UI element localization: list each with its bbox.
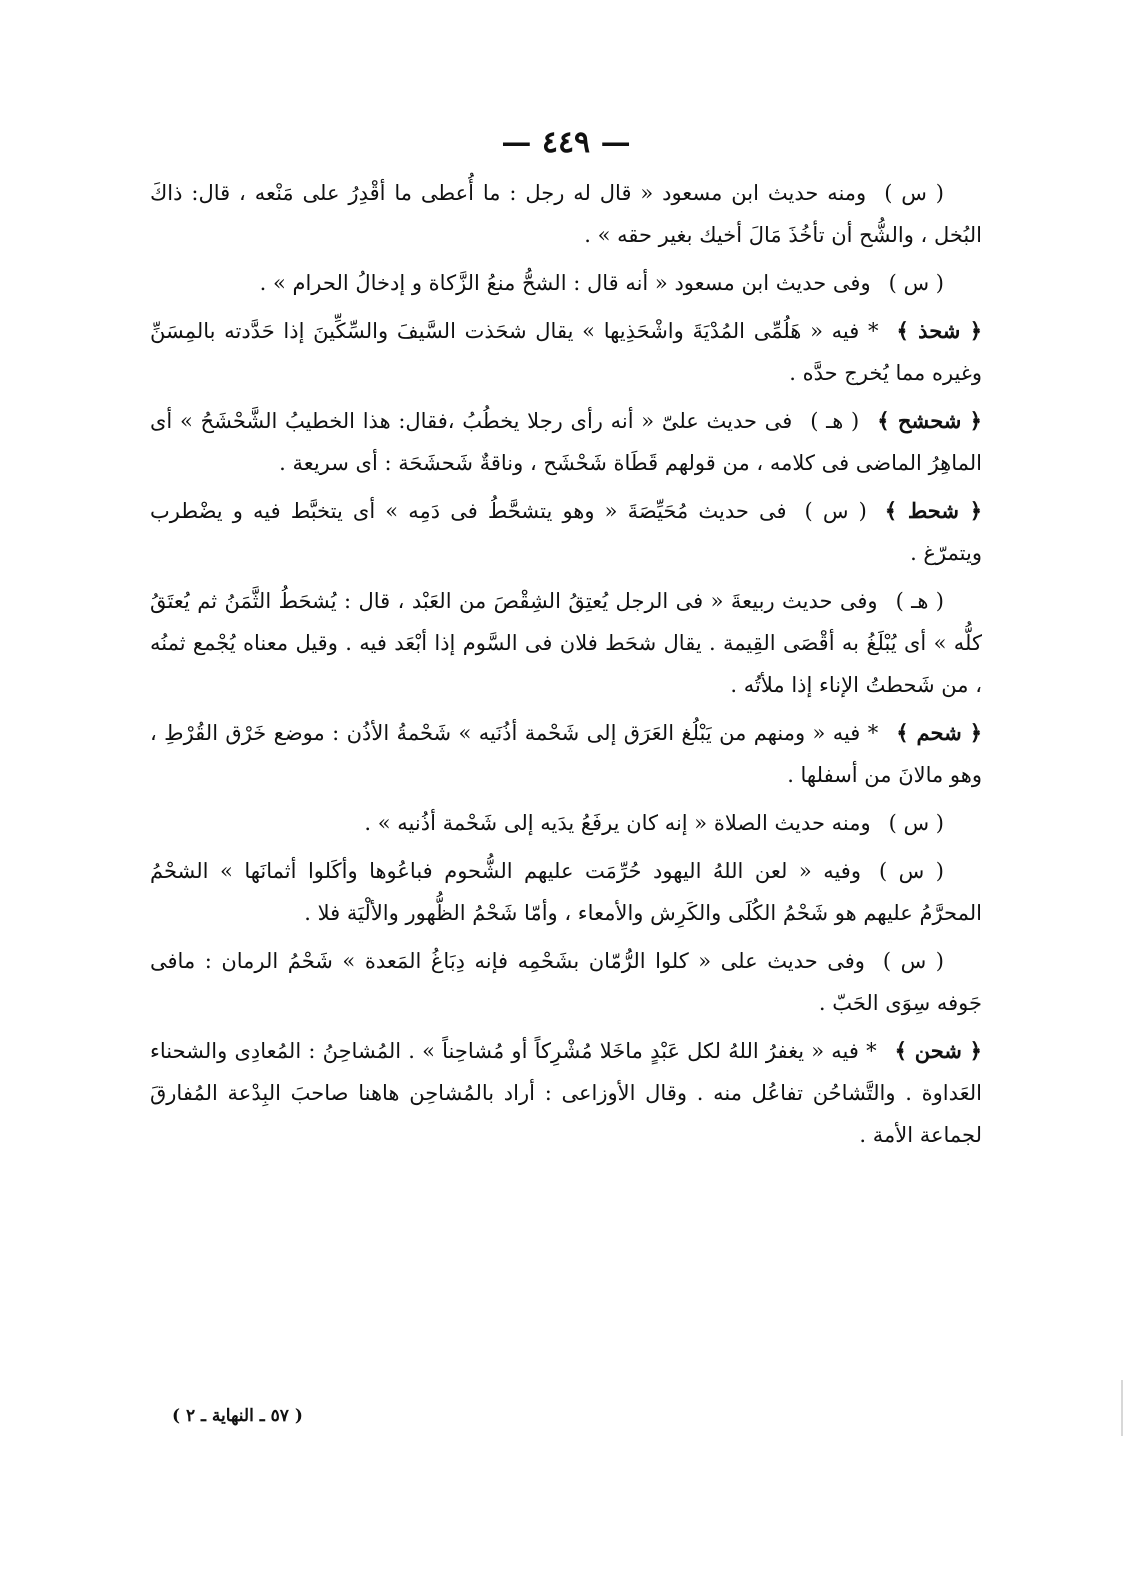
entry-10 bbox=[150, 940, 982, 1024]
entry-2 bbox=[150, 262, 982, 304]
entry-8 bbox=[150, 802, 982, 844]
entry-7-headword: ﴿ شحم ﴾ bbox=[896, 720, 983, 745]
entry-11-text: * فيه « يغفرُ اللهُ لكل عَبْدٍ ماخَلا مُشْرِكاً أو مُشاحِناً » . المُشاحِنُ : المُعادِى والشحناء العَداوة . والتَّشاحُن تفاعُل منه . وقال الأوزاعى : أراد بالمُشاحِن هاهنا صاحبَ البِدْعة المُفارقَ لجماعة الأمة . bbox=[150, 1039, 982, 1147]
entry-8-marker: ( س ) bbox=[888, 811, 944, 835]
entry-9-marker: ( س ) bbox=[878, 859, 944, 883]
entry-1-text: ومنه حديث ابن مسعود « قال له رجل : ما أُعطى ما أقْدِرُ على مَنْعه ، قال: ذاكَ البُخل ، والشُّح أن تأخُذَ مَالَ أخيك بغير حقه » . bbox=[150, 181, 982, 247]
entry-4 bbox=[150, 400, 982, 484]
page-number: — ٤٤٩ — bbox=[501, 125, 631, 160]
entry-7 bbox=[150, 712, 982, 796]
entry-6 bbox=[150, 580, 982, 706]
entry-3-text: * فيه « هَلُمِّى المُدْيَةَ واشْحَذِيها » يقال شحَذت السَّيفَ والسِّكِّينَ إذا حَدَّدته بالمِسَنِّ وغيره مما يُخرج حدَّه . bbox=[150, 319, 982, 385]
entry-9-text: وفيه « لعن اللهُ اليهود حُرِّمَت عليهم الشُّحوم فباعُوها وأكَلوا أثمانَها » الشحْمُ المحرَّمُ عليهم هو شَحْمُ الكُلَى والكَرِش والأمعاء ، وأمّا شَحْمُ الظُّهور والألْيَة فلا . bbox=[150, 859, 982, 925]
entry-5 bbox=[150, 490, 982, 574]
entry-5-headword: ﴿ شحط ﴾ bbox=[884, 498, 982, 523]
entry-4-text: فى حديث علىّ « أنه رأى رجلا يخطُبُ ،فقال: هذا الخطيبُ الشَّحْشَحُ » أى الماهِرُ الماضى فى كلامه ، من قولهم قَطَاة شَحْشَح ، وناقةٌ شَحشَحَة : أى سريعة . bbox=[150, 409, 982, 475]
entry-1 bbox=[150, 172, 982, 256]
entry-5-text: فى حديث مُحَيِّصَةَ « وهو يتشحَّطُ فى دَمِه » أى يتخبَّط فيه و يضْطرب ويتمرّغ . bbox=[150, 499, 982, 565]
entry-2-marker: ( س ) bbox=[888, 271, 944, 295]
entry-3 bbox=[150, 310, 982, 394]
entry-10-text: وفى حديث على « كلوا الرُّمّان بشَحْمِه فإنه دِبَاغُ المَعدة » شَحْمُ الرمان : مافى جَوفه سِوَى الحَبّ . bbox=[150, 949, 982, 1015]
entry-7-text: * فيه « ومنهم من يَبْلُغ العَرَق إلى شَحْمة أذُنَيه » شَحْمةُ الأذُن : موضع خَرْق القُرْطِ ، وهو مالانَ من أسفلها . bbox=[150, 721, 982, 787]
entry-11-headword: ﴿ شحن ﴾ bbox=[894, 1038, 982, 1063]
page-body bbox=[150, 118, 982, 1162]
entry-9 bbox=[150, 850, 982, 934]
footer-signature: ( ٥٧ ـ النهاية ـ ٢ ) bbox=[172, 1406, 303, 1426]
entry-4-marker: ( هـ ) bbox=[810, 409, 860, 433]
entry-4-headword: ﴿ شحشح ﴾ bbox=[877, 408, 982, 433]
entry-8-text: ومنه حديث الصلاة « إنه كان يرفَعُ يدَيه إلى شَحْمة أذُنيه » . bbox=[364, 811, 871, 835]
entry-6-marker: ( هـ ) bbox=[895, 589, 944, 613]
entry-2-text: وفى حديث ابن مسعود « أنه قال : الشحُّ منعُ الزَّكاة و إدخالُ الحرام » . bbox=[259, 271, 871, 295]
entry-11 bbox=[150, 1030, 982, 1156]
margin-scan-mark bbox=[1121, 1380, 1123, 1436]
entry-5-marker: ( س ) bbox=[804, 499, 867, 523]
entry-10-marker: ( س ) bbox=[882, 949, 945, 973]
entry-1-marker: ( س ) bbox=[884, 181, 944, 205]
entry-6-text: وفى حديث ربيعةَ « فى الرجل يُعتِقُ الشِقْصَ من العَبْد ، قال : يُشحَطُ الثَّمَنُ ثم يُعتَقُ كلُّه » أى يُبْلَغُ به أقْصَى القِيمة . يقال شحَط فلان فى السَّوم إذا أبْعَد فيه . وقيل معناه يُجْمع ثمنُه ، من شَحطتُ الإناء إذا ملأتُه . bbox=[150, 589, 982, 697]
entry-3-headword: ﴿ شحذ ﴾ bbox=[896, 318, 983, 343]
